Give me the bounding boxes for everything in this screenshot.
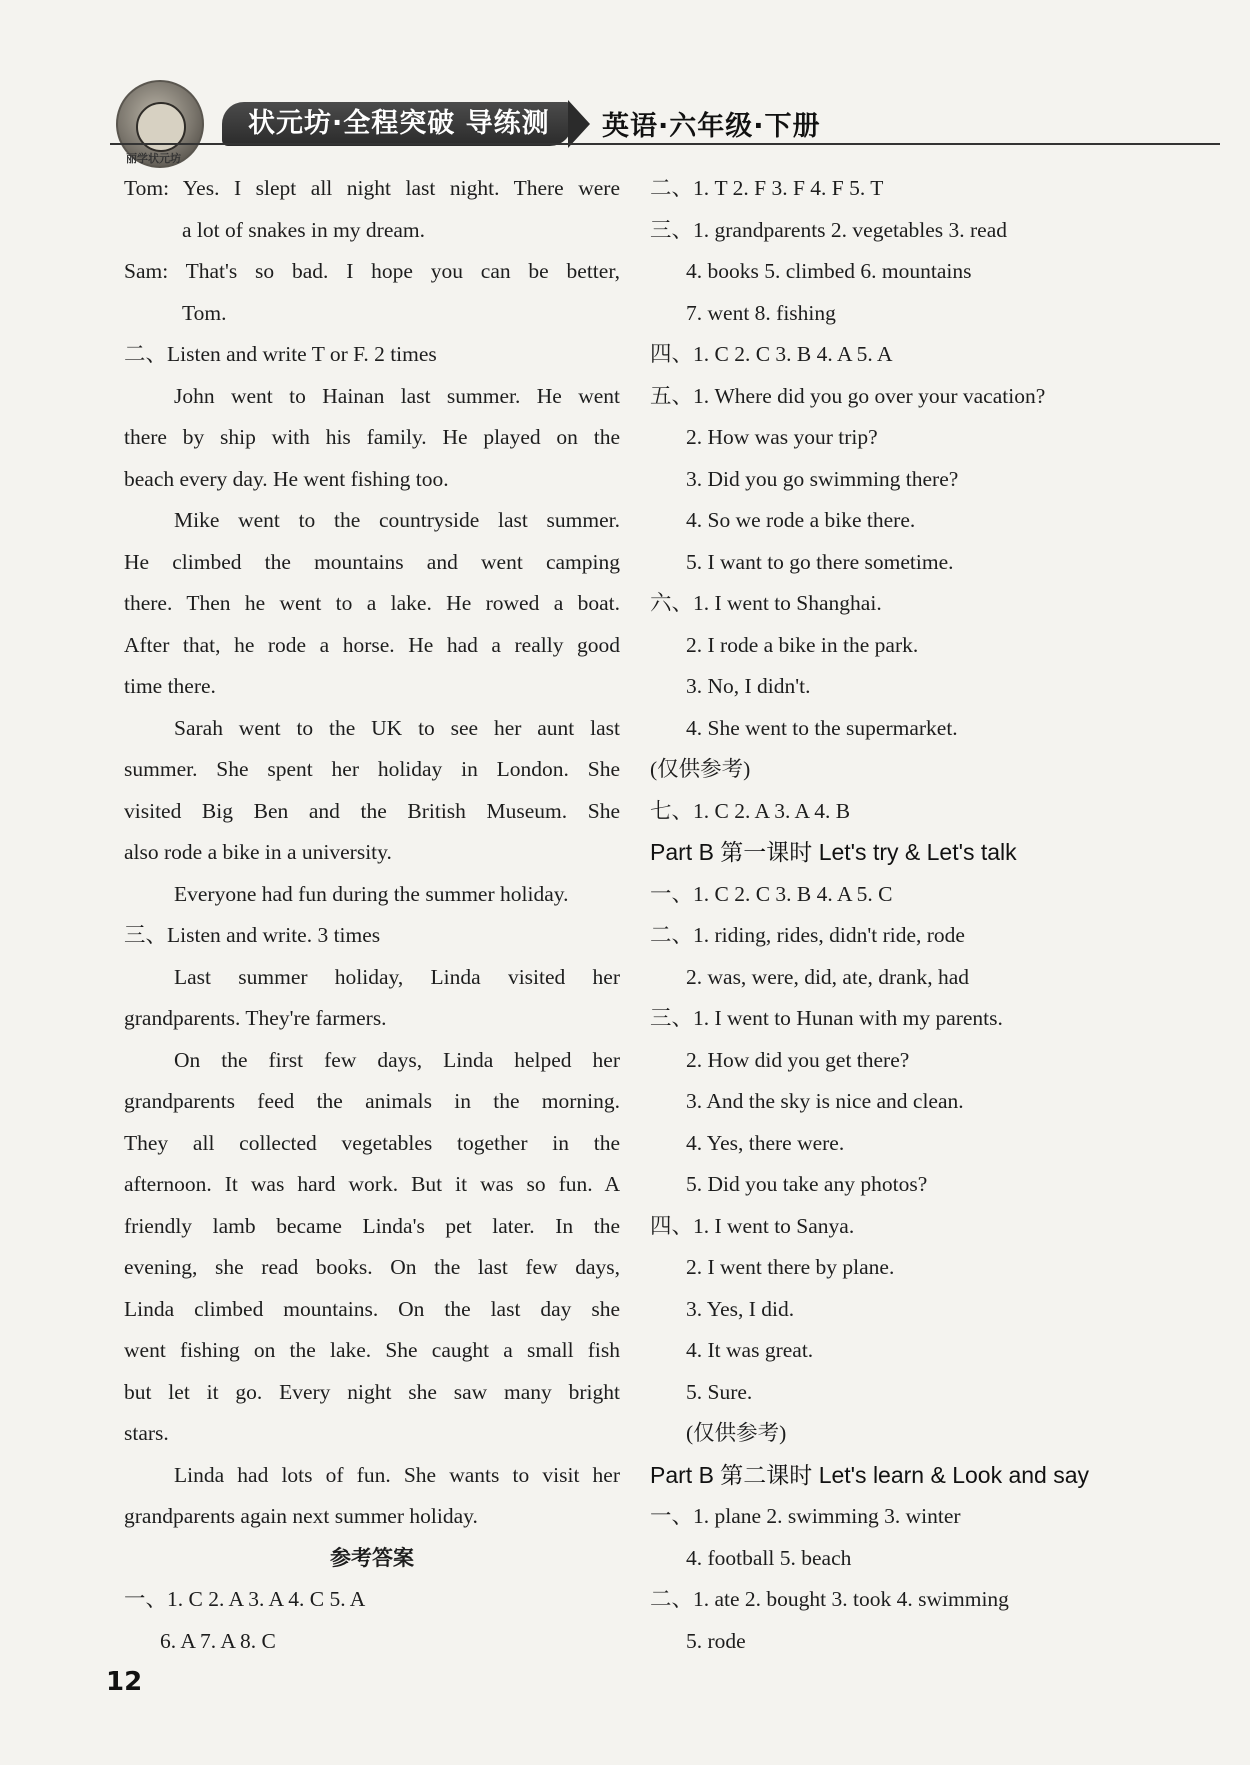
right-text-line: 一、1. C 2. C 3. B 4. A 5. C [650,881,893,906]
right-text-line: 七、1. C 2. A 3. A 4. B [650,798,851,823]
right-text-line: 5. rode [686,1628,746,1653]
right-column [650,168,1120,1662]
right-text-line: 一、1. plane 2. swimming 3. winter [650,1504,961,1528]
left-text-line: He climbed the mountains and went camping [124,549,620,574]
left-text-line: beach every day. He went fishing too. [124,466,449,491]
left-text-line: grandparents again next summer holiday. [124,1504,478,1528]
left-text-line: Sam: That's so bad. I hope you can be better, [124,259,620,283]
series-banner: 状元坊·全程突破 导练测 [222,102,572,146]
left-text-line: Mike went to the countryside last summer. [174,508,620,532]
banner-arrow-icon [568,100,590,148]
right-text-line: 2. How did you get there? [686,1047,910,1072]
header-divider [110,143,1220,145]
left-text-line: but let it go. Every night she saw many bright [124,1379,620,1404]
left-text-line: 6. A 7. A 8. C [160,1628,276,1653]
left-text-line: evening, she read books. On the last few days, [124,1255,620,1279]
left-text-line: Last summer holiday, Linda visited her [174,964,620,989]
right-text-line: 2. How was your trip? [686,425,878,449]
right-text-line: 2. I rode a bike in the park. [686,632,919,657]
right-text-line: 六、1. I went to Shanghai. [650,591,882,615]
right-text-line: 4. books 5. climbed 6. mountains [686,259,972,283]
right-text-line: 3. Yes, I did. [686,1296,795,1321]
right-text-line: 4. Yes, there were. [686,1130,845,1155]
left-text-line: summer. She spent her holiday in London. She [124,757,620,781]
right-text-line: 2. was, were, did, ate, drank, had [686,964,969,989]
left-text-line: 一、1. C 2. A 3. A 4. C 5. A [124,1587,366,1611]
right-text-line: (仅供参考) [650,757,751,781]
left-text-line: 二、Listen and write T or F. 2 times [124,342,437,366]
right-text-line: 二、1. riding, rides, didn't ride, rode [650,923,965,947]
right-text-line: 3. Did you go swimming there? [686,466,959,491]
left-text-line: They all collected vegetables together in the [124,1130,620,1155]
right-text-line: 7. went 8. fishing [686,300,836,325]
left-text-line: also rode a bike in a university. [124,840,392,864]
left-text-line: stars. [124,1421,169,1445]
left-text-line: grandparents feed the animals in the morning. [124,1089,620,1113]
right-text-line: 二、1. ate 2. bought 3. took 4. swimming [650,1587,1009,1611]
left-text-line: a lot of snakes in my dream. [182,217,426,242]
right-text-line: 三、1. I went to Hunan with my parents. [650,1006,1003,1030]
right-text-line: 四、1. C 2. C 3. B 4. A 5. A [650,342,893,366]
right-text-line: (仅供参考) [686,1421,787,1445]
left-text-line: time there. [124,674,216,698]
page-number: 12 [106,1667,143,1697]
left-text-line: there. Then he went to a lake. He rowed a boat. [124,591,620,615]
left-text-line: 参考答案 [330,1545,414,1570]
left-text-line: visited Big Ben and the British Museum. She [124,798,620,823]
left-text-line: Everyone had fun during the summer holiday. [174,881,569,906]
right-text-line: 4. It was great. [686,1338,814,1362]
left-text-line: friendly lamb became Linda's pet later. In the [124,1213,620,1238]
left-text-line: Linda climbed mountains. On the last day she [124,1296,620,1321]
left-text-line: Sarah went to the UK to see her aunt last [174,715,620,740]
right-text-line: 2. I went there by plane. [686,1255,895,1279]
subject-title: 英语·六年级·下册 [602,111,821,142]
right-text-line: 5. Did you take any photos? [686,1172,928,1196]
left-text-line: 三、Listen and write. 3 times [124,923,381,947]
left-text-line: Tom: Yes. I slept all night last night. There were [124,176,620,200]
right-text-line: 二、1. T 2. F 3. F 4. F 5. T [650,176,884,200]
logo-caption: 丽学状元坊 [126,152,181,165]
right-text-line: 三、1. grandparents 2. vegetables 3. read [650,217,1008,242]
right-text-line: 五、1. Where did you go over your vacation? [650,383,1046,408]
left-text-line: Linda had lots of fun. She wants to visit her [174,1462,620,1487]
left-text-line: grandparents. They're farmers. [124,1006,387,1030]
right-text-line: 四、1. I went to Sanya. [650,1213,855,1238]
left-text-line: Tom. [182,300,227,325]
right-text-line: Part B 第一课时 Let's try & Let's talk [650,839,1017,865]
right-text-line: 4. She went to the supermarket. [686,715,958,740]
right-text-line: 4. So we rode a bike there. [686,508,916,532]
left-text-line: afternoon. It was hard work. But it was so fun. A [124,1172,620,1196]
left-text-line: John went to Hainan last summer. He went [174,383,620,408]
right-text-line: 5. I want to go there sometime. [686,549,954,574]
page-header [110,70,1228,165]
right-text-line: 4. football 5. beach [686,1545,852,1570]
left-column [124,168,620,1662]
left-text-line: On the first few days, Linda helped her [174,1047,620,1072]
left-text-line: there by ship with his family. He played on the [124,425,620,449]
right-text-line: 3. No, I didn't. [686,674,811,698]
right-text-line: Part B 第二课时 Let's learn & Look and say [650,1461,1090,1488]
right-text-line: 5. Sure. [686,1379,753,1404]
left-text-line: went fishing on the lake. She caught a small fish [124,1338,620,1362]
left-text-line: After that, he rode a horse. He had a really good [124,632,620,657]
right-text-line: 3. And the sky is nice and clean. [686,1089,964,1113]
